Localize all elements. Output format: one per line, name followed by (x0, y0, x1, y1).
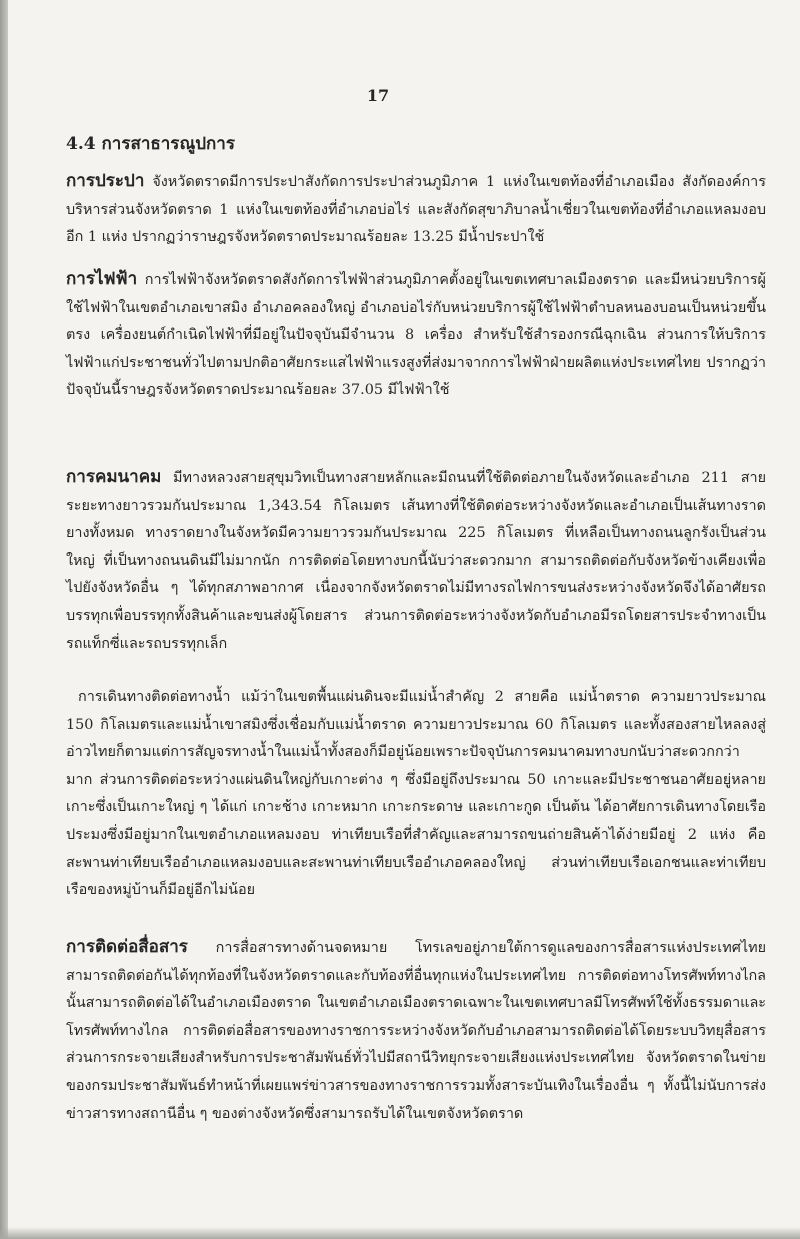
page-number: 17 (366, 86, 390, 105)
paragraph-heading: การติดต่อสื่อสาร (66, 937, 188, 957)
paragraph-heading: การคมนาคม (66, 467, 162, 487)
paragraph-text: การเดินทางติดต่อทางน้ำ แม้ว่าในเขตพื้นแผ่นดินจะมีแม่น้ำสำคัญ 2 สายคือ แม่น้ำตราด ความยาวประมาณ 150 กิโลเมตรและแม่น้ำเขาสมิงซึ่งเชื่อมกับแม่น้ำตราด ความยาวประมาณ 60 กิโลเมตร และทั้งสองสายไหลลงสู่อ่าวไทยก็ตามแต่การสัญจรทางน้ำในแม่น้ำทั้งสองก็มีอยู่น้อยเพราะปัจจุบันการคมนาคมทางบกนับว่าสะดวกกว่ามาก ส่วนการติดต่อระหว่างแผ่นดินใหญ่กับเกาะต่าง ๆ ซึ่งมีอยู่ถึงประมาณ 50 เกาะและมีประชาชนอาศัยอยู่หลายเกาะซึ่งเป็นเกาะใหญ่ ๆ ได้แก่ เกาะช้าง เกาะหมาก เกาะกระดาษ และเกาะกูด เป็นต้น ได้อาศัยการเดินทางโดยเรือประมงซึ่งมีอยู่มากในเขตอำเภอแหลมงอบ ท่าเทียบเรือที่สำคัญและสามารถขนถ่ายสินค้าได้ง่ายมีอยู่ 2 แห่ง คือ สะพานท่าเทียบเรืออำเภอแหลมงอบและสะพานท่าเทียบเรืออำเภอคลองใหญ่ ส่วนท่าเทียบเรือเอกชนและท่าเทียบเรือของหมู่บ้านก็มีอยู่อีกไม่น้อย (66, 689, 766, 899)
paragraph-transportation (66, 464, 766, 658)
document-page (8, 0, 800, 1239)
section-title: 4.4 การสาธารณูปการ (66, 134, 235, 154)
paragraph-text: การไฟฟ้าจังหวัดตราดสังกัดการไฟฟ้าส่วนภูมิภาคตั้งอยู่ในเขตเทศบาลเมืองตราด และมีหน่วยบริการผู้ใช้ไฟฟ้าในเขตอำเภอเขาสมิง อำเภอคลองใหญ่ อำเภอบ่อไร่กับหน่วยบริการผู้ใช้ไฟฟ้าตำบลหนองบอนเป็นหน่วยขึ้นตรง เครื่องยนต์กำเนิดไฟฟ้าที่มีอยู่ในปัจจุบันมีจำนวน 8 เครื่อง สำหรับใช้สำรองกรณีฉุกเฉิน ส่วนการให้บริการไฟฟ้าแก่ประชาชนทั่วไปตามปกติอาศัยกระแสไฟฟ้าแรงสูงที่ส่งมาจากการไฟฟ้าฝ่ายผลิตแห่งประเทศไทย ปรากฏว่าปัจจุบันนี้ราษฎรจังหวัดตราดประมาณร้อยละ 37.05 มีไฟฟ้าใช้ (66, 272, 766, 399)
paragraph-communications (66, 934, 766, 1128)
paragraph-text: การสื่อสารทางด้านจดหมาย โทรเลขอยู่ภายใต้การดูแลของการสื่อสารแห่งประเทศไทยสามารถติดต่อกันได้ทุกท้องที่ในจังหวัดตราดและกับท้องที่อื่นทุกแห่งในประเทศไทย การติดต่อทางโทรศัพท์ทางไกลนั้นสามารถติดต่อได้ในอำเภอเมืองตราด ในเขตอำเภอเมืองตราดเฉพาะในเขตเทศบาลมีโทรศัพท์ใช้ทั้งธรรมดาและโทรศัพท์ทางไกล การติดต่อสื่อสารของทางราชการระหว่างจังหวัดกับอำเภอสามารถติดต่อได้โดยระบบวิทยุสื่อสาร ส่วนการกระจายเสียงสำหรับการประชาสัมพันธ์ทั่วไปมีสถานีวิทยุกระจายเสียงแห่งประเทศไทย จังหวัดตราดในข่ายของกรมประชาสัมพันธ์ทำหน้าที่เผยแพร่ข่าวสารของทางราชการรวมทั้งสาระบันเทิงในเรื่องอื่น ๆ ทั้งนี้ไม่นับการส่งข่าวสารทางสถานีอื่น ๆ ของต่างจังหวัดซึ่งสามารถรับได้ในเขตจังหวัดตราด (66, 940, 766, 1122)
paragraph-text: มีทางหลวงสายสุขุมวิทเป็นทางสายหลักและมีถนนที่ใช้ติดต่อภายในจังหวัดและอำเภอ 211 สาย ระยะทางยาวรวมกันประมาณ 1,343.54 กิโลเมตร เส้นทางที่ใช้ติดต่อระหว่างจังหวัดและอำเภอเป็นเส้นทางราดยางทั้งหมด ทางราดยางในจังหวัดมีความยาวรวมกันประมาณ 225 กิโลเมตร ที่เหลือเป็นทางถนนลูกรังเป็นส่วนใหญ่ ที่เป็นทางถนนดินมีไม่มากนัก การติดต่อโดยทางบกนี้นับว่าสะดวกมาก สามารถติดต่อกับจังหวัดข้างเคียงเพื่อไปยังจังหวัดอื่น ๆ ได้ทุกสภาพอากาศ เนื่องจากจังหวัดตราดไม่มีทางรถไฟการขนส่งระหว่างจังหวัดจึงได้อาศัยรถบรรทุกเพื่อบรรทุกทั้งสินค้าและขนส่งผู้โดยสาร ส่วนการติดต่อระหว่างจังหวัดกับอำเภอมีรถโดยสารประจำทางเป็นรถแท็กซี่และรถบรรทุกเล็ก (66, 470, 766, 652)
paragraph-water-supply (66, 168, 766, 252)
paragraph-heading: การประปา (66, 171, 145, 191)
paragraph-text: จังหวัดตราดมีการประปาสังกัดการประปาส่วนภูมิภาค 1 แห่งในเขตท้องที่อำเภอเมือง สังกัดองค์การบริหารส่วนจังหวัดตราด 1 แห่งในเขตท้องที่อำเภอบ่อไร่ และสังกัดสุขาภิบาลน้ำเชี่ยวในเขตท้องที่อำเภอแหลมงอบอีก 1 แห่ง ปรากฏว่าราษฎรจังหวัดตราดประมาณร้อยละ 13.25 มีน้ำประปาใช้ (66, 174, 766, 246)
book-spine-shadow (0, 0, 8, 1239)
paragraph-heading: การไฟฟ้า (66, 269, 138, 289)
page-bottom-edge (0, 1227, 800, 1239)
paragraph-electricity (66, 266, 766, 405)
paragraph-water-travel (66, 684, 766, 905)
